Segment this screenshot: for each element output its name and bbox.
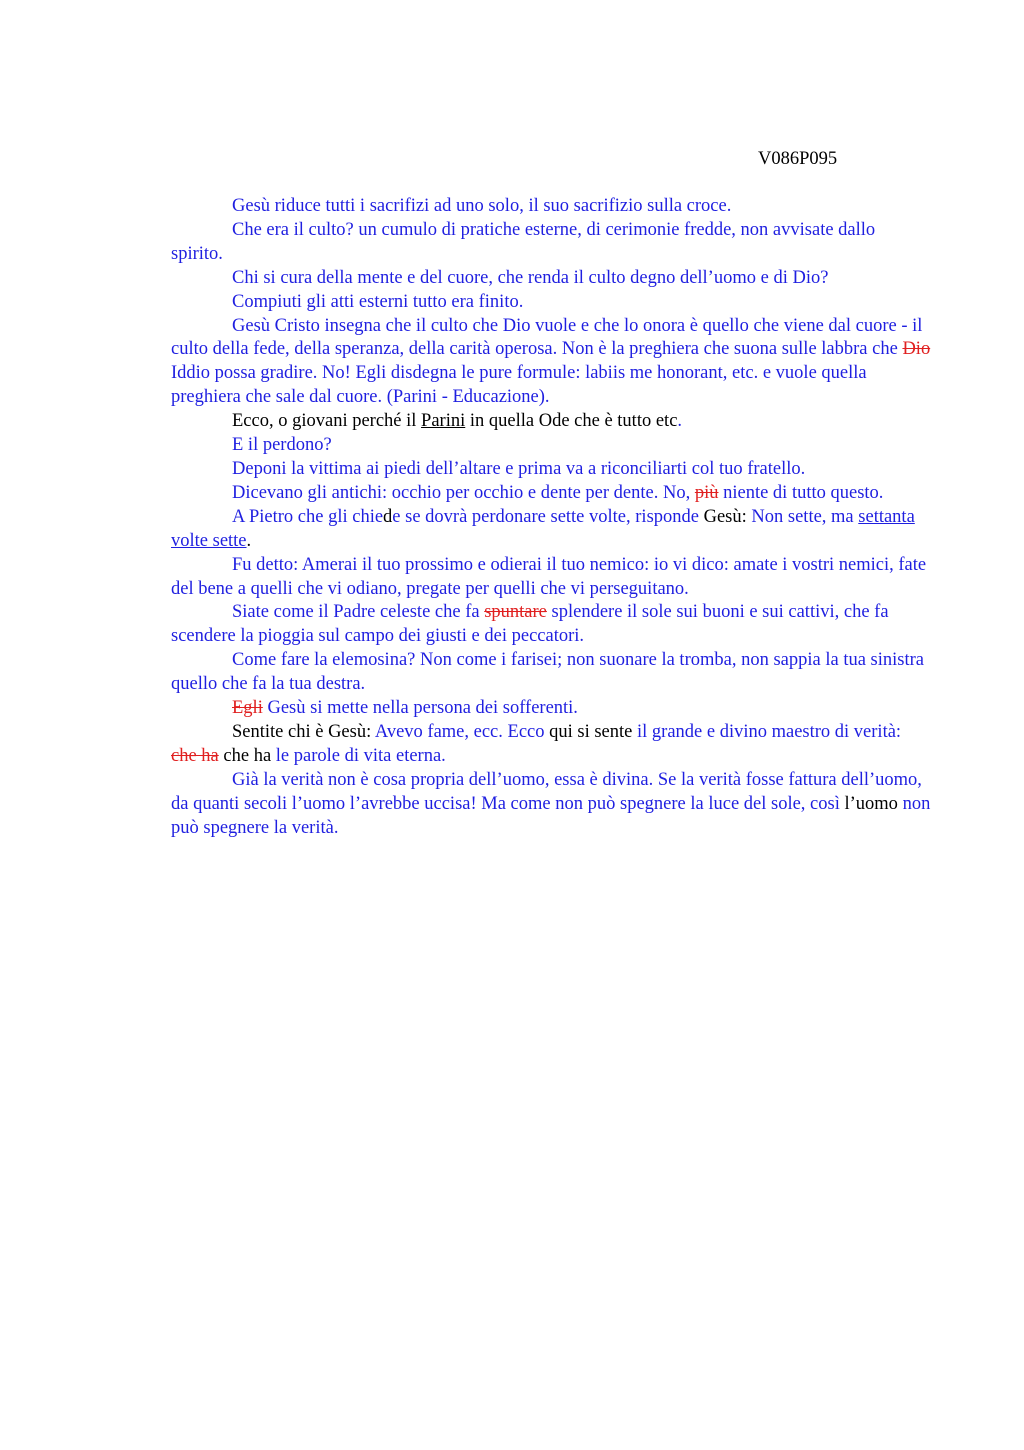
text-run: e se dovrà perdonare sette volte, risponde [392, 506, 704, 527]
text-run: Deponi la vittima ai piedi dell’altare e prima va a riconciliarti col tuo fratello. [232, 458, 806, 479]
paragraph [171, 649, 931, 697]
paragraph [171, 195, 931, 219]
paragraph [171, 291, 931, 315]
deleted-text-run: Dio [902, 339, 931, 360]
text-run: Come fare la elemosina? Non come i farisei; non suonare la tromba, non sappia la tua sinistra quello che fa la tua destra. [171, 650, 924, 695]
text-run: Già la verità non è cosa propria dell’uomo, essa è divina. Se la verità fosse fattura dell’uomo, da quanti secoli l’uomo l’avrebbe uccisa! Ma come non può spegnere la luce del sole, così [171, 769, 922, 814]
underlined-text-run: Parini [421, 411, 466, 432]
text-run: splendere il sole sui buoni e sui cattivi, che fa scendere la pioggia sul campo dei giusti e dei peccatori. [171, 602, 889, 647]
text-run: E il perdono? [232, 435, 332, 456]
deleted-text-run: più [694, 482, 719, 503]
text-run: il grande e divino maestro di verità: [632, 721, 902, 742]
text-run: Gesù si mette nella persona dei sofferenti. [262, 698, 578, 719]
original-text-run: l’uomo [844, 793, 898, 814]
paragraph [171, 458, 931, 482]
text-run: non può spegnere la verità. [171, 793, 931, 838]
paragraph [171, 601, 931, 649]
paragraph [171, 506, 931, 554]
deleted-text-run: Egli [232, 698, 263, 719]
deleted-text-run: che ha [171, 745, 219, 766]
deleted-text-run: spuntare [484, 602, 547, 623]
text-run: Che era il culto? un cumulo di pratiche esterne, di cerimonie fredde, non avvisate dallo spirito. [171, 219, 876, 264]
original-text-run: in quella Ode che è tutto etc [465, 411, 678, 432]
original-text-run: . [246, 530, 252, 551]
text-run: Chi si cura della mente e del cuore, che renda il culto degno dell’uomo e di Dio? [232, 267, 829, 288]
original-text-run: qui si sente [549, 721, 633, 742]
page-identifier: V086P095 [758, 149, 838, 169]
original-text-run: Sentite chi è Gesù: [232, 721, 372, 742]
text-run: A Pietro che gli chie [232, 506, 384, 527]
text-run: . [677, 411, 683, 432]
text-run: Compiuti gli atti esterni tutto era finito. [232, 291, 524, 312]
original-text-run: d [383, 506, 393, 527]
original-text-run: Ecco, o giovani perché il [232, 411, 422, 432]
paragraph [171, 697, 931, 721]
text-run: Non sette, ma [746, 506, 859, 527]
manuscript-body [171, 195, 931, 840]
text-run: Iddio possa gradire. No! Egli disdegna le pure formule: labiis me honorant, etc. e vuole quella preghiera che sale dal cuore. (Parini - Educazione). [171, 363, 867, 408]
paragraph [171, 315, 931, 411]
paragraph [171, 267, 931, 291]
text-run: niente di tutto questo. [718, 482, 884, 503]
text-run: Gesù Cristo insegna che il culto che Dio vuole e che lo onora è quello che viene dal cuore - il culto della fede, della speranza, della carità operosa. Non è la preghiera che suona sulle labbra che [171, 315, 923, 360]
text-run: Fu detto: Amerai il tuo prossimo e odierai il tuo nemico: io vi dico: amate i vostri nemici, fate del bene a quelli che vi odiano, pregate per quelli che vi perseguitano. [171, 554, 927, 599]
paragraph [171, 554, 931, 602]
text-run: Avevo fame, ecc. Ecco [371, 721, 550, 742]
paragraph [171, 721, 931, 769]
paragraph [171, 482, 931, 506]
text-run: Gesù riduce tutti i sacrifizi ad uno solo, il suo sacrifizio sulla croce. [232, 196, 732, 216]
original-text-run: che ha [218, 745, 272, 766]
paragraph [171, 410, 931, 434]
paragraph [171, 434, 931, 458]
text-run: le parole di vita eterna. [271, 745, 446, 766]
paragraph [171, 769, 931, 841]
text-run: Dicevano gli antichi: occhio per occhio e dente per dente. No, [232, 482, 695, 503]
underlined-text-run: settanta volte sette [171, 506, 915, 551]
original-text-run: Gesù: [703, 506, 747, 527]
paragraph [171, 219, 931, 267]
text-run: Siate come il Padre celeste che fa [232, 602, 485, 623]
